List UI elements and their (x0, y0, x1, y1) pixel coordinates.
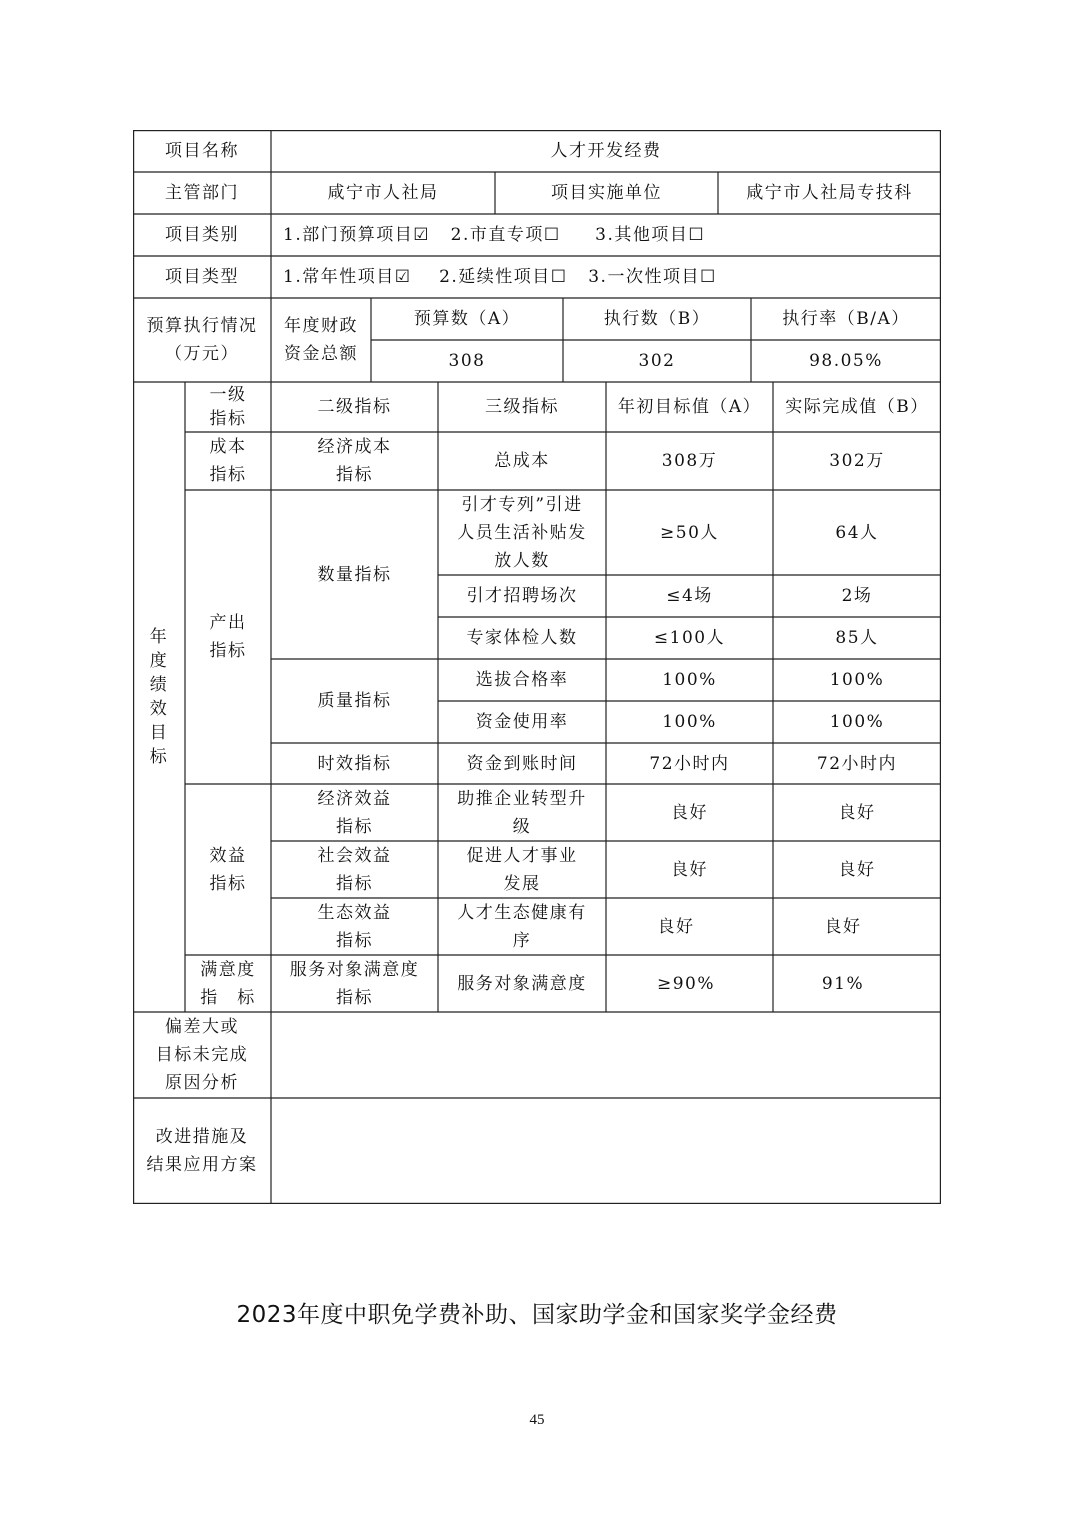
deviation-value (271, 1012, 941, 1098)
type-label: 项目类型 (165, 267, 239, 287)
satisfaction-actual: 91% (821, 973, 865, 994)
cost-l1: 成本 指标 (209, 437, 247, 485)
econ-actual: 良好 (838, 802, 876, 823)
budget-label: 预算执行情况 （万元） (146, 316, 258, 364)
time-l3: 资金到账时间 (466, 753, 578, 774)
satisfaction-l3: 服务对象满意度 (457, 973, 587, 994)
category-label: 项目类别 (165, 225, 239, 245)
performance-table (133, 130, 941, 1204)
perf-header-l3: 三级指标 (485, 397, 559, 417)
social-l2: 社会效益 指标 (317, 845, 392, 894)
benefit-l1: 效益 指标 (209, 845, 247, 894)
budget-sublabel: 年度财政 资金总额 (284, 316, 358, 364)
deviation-label: 偏差大或 目标未完成 原因分析 (155, 1017, 249, 1093)
improve-label: 改进措施及 结果应用方案 (146, 1127, 258, 1175)
qty1-actual: 64人 (835, 522, 879, 543)
qual1-l3: 选拔合格率 (475, 670, 569, 690)
qual2-actual: 100% (829, 712, 885, 732)
social-actual: 良好 (838, 859, 876, 880)
qty3-l3: 专家体检人数 (466, 628, 578, 648)
qty3-target: ≤100人 (653, 628, 726, 648)
improve-value (271, 1098, 941, 1204)
satisfaction-l2: 服务对象满意度 指标 (289, 959, 420, 1008)
budget-col-b: 执行数（B） (603, 309, 711, 329)
ecology-l3: 人才生态健康有 序 (457, 902, 587, 951)
cost-actual: 302万 (829, 451, 885, 471)
qty3-actual: 85人 (835, 628, 879, 648)
budget-val-rate: 98.05% (809, 351, 883, 371)
perf-header-l2: 二级指标 (317, 397, 392, 417)
quality-l2: 质量指标 (317, 691, 392, 711)
qty2-actual: 2场 (841, 586, 873, 606)
perf-header-actual: 实际完成值（B） (785, 397, 929, 417)
cost-l3: 总成本 (494, 451, 550, 471)
social-target: 良好 (671, 859, 708, 880)
budget-col-a: 预算数（A） (413, 309, 521, 329)
time-actual: 72小时内 (816, 753, 898, 774)
impl-label: 项目实施单位 (551, 183, 662, 203)
budget-val-b: 302 (638, 351, 676, 371)
econ-l2: 经济效益 指标 (317, 788, 392, 837)
econ-target: 良好 (671, 802, 708, 823)
qual2-target: 100% (662, 712, 717, 732)
satisfaction-target: ≥90% (656, 973, 716, 994)
qty2-l3: 引才招聘场次 (466, 586, 578, 606)
impl-value: 咸宁市人社局专技科 (746, 183, 913, 203)
perf-side-label: 年 度 绩 效 目 标 (149, 627, 169, 767)
econ-l3: 助推企业转型升 级 (457, 788, 587, 837)
type-options: 1.常年性项目☑ 2.延续性项目☐ 3.一次性项目☐ (283, 267, 717, 287)
next-section-heading: 2023年度中职免学费补助、国家助学金和国家奖学金经费 (236, 1302, 838, 1328)
budget-val-a: 308 (448, 351, 486, 371)
project-name-label: 项目名称 (165, 141, 239, 161)
qty2-target: ≤4场 (666, 586, 713, 606)
qty1-l3: 引才专列”引进 人员生活补贴发 放人数 (457, 494, 587, 571)
project-name-value: 人才开发经费 (550, 141, 662, 161)
dept-value: 咸宁市人社局 (327, 183, 439, 203)
satisfaction-l1: 满意度 指 标 (200, 959, 256, 1008)
social-l3: 促进人才事业 发展 (466, 845, 578, 894)
cost-target: 308万 (661, 451, 718, 471)
time-target: 72小时内 (649, 753, 730, 774)
output-l1: 产出 指标 (209, 613, 247, 661)
timeliness-l2: 时效指标 (317, 753, 392, 774)
qty1-target: ≥50人 (660, 522, 719, 543)
perf-header-l1: 一级 指标 (209, 385, 247, 429)
ecology-actual: 良好 (824, 916, 862, 937)
qual1-actual: 100% (829, 670, 885, 690)
quantity-l2: 数量指标 (317, 564, 392, 585)
qual1-target: 100% (662, 670, 717, 690)
ecology-target: 良好 (657, 916, 695, 937)
category-options: 1.部门预算项目☑ 2.市直专项☐ 3.其他项目☐ (283, 225, 706, 245)
cost-l2: 经济成本 指标 (317, 437, 392, 485)
qual2-l3: 资金使用率 (475, 712, 569, 732)
perf-header-target: 年初目标值（A） (617, 397, 762, 417)
dept-label: 主管部门 (165, 183, 239, 203)
budget-col-rate: 执行率（B/A） (782, 309, 910, 329)
ecology-l2: 生态效益 指标 (317, 902, 392, 951)
page-number: 45 (529, 1412, 545, 1428)
